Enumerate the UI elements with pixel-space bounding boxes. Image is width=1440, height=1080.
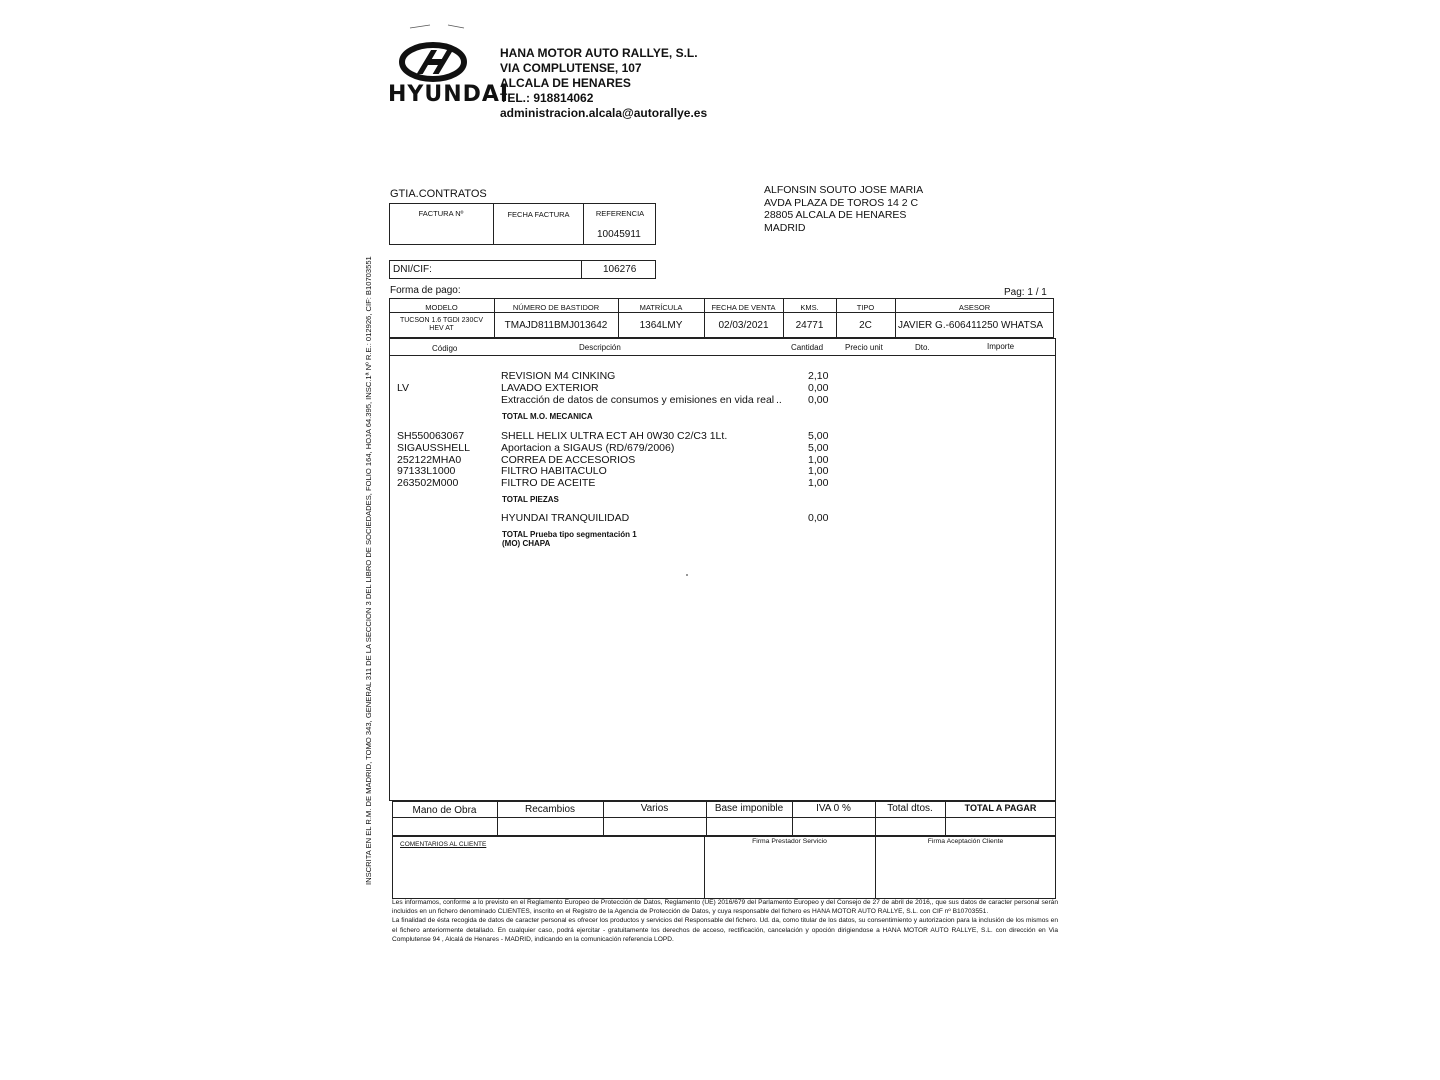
line-qty: 1,00 (808, 454, 829, 466)
col-kms: KMS. (800, 303, 819, 312)
line-code: 252122MHA0 (397, 454, 462, 466)
company-address: VIA COMPLUTENSE, 107 (500, 61, 642, 75)
col-fecha-venta: FECHA DE VENTA (711, 303, 776, 312)
col-tipo: TIPO (856, 303, 875, 312)
line-qty: 0,00 (808, 394, 829, 406)
line-desc: SHELL HELIX ULTRA ECT AH 0W30 C2/C3 1Lt. (501, 430, 728, 442)
line-code: SH550063067 (397, 430, 465, 442)
total-prueba-label: TOTAL Prueba tipo segmentación 1 (MO) CHAPA (502, 530, 637, 548)
dni-value: 106276 (603, 264, 637, 275)
line-code: SIGAUSSHELL (397, 442, 470, 454)
comentarios-label: COMENTARIOS AL CLIENTE (400, 841, 487, 848)
line-desc: CORREA DE ACCESORIOS (501, 454, 636, 466)
header-dto: Dto. (915, 343, 930, 352)
col-asesor: ASESOR (958, 303, 991, 312)
header-precio: Precio unit (845, 343, 883, 352)
header-cantidad: Cantidad (791, 343, 824, 352)
line-code: LV (397, 382, 410, 394)
vehicle-fecha-venta: 02/03/2021 (718, 320, 769, 331)
client-name: ALFONSIN SOUTO JOSE MARIA (764, 184, 924, 196)
client-province: MADRID (764, 221, 806, 234)
line-desc: REVISION M4 CINKING (501, 370, 616, 382)
line-code: 97133L1000 (397, 465, 456, 477)
line-desc: Aportacion a SIGAUS (RD/679/2006) (501, 442, 675, 454)
firma-cliente-label: Firma Aceptación Cliente (927, 838, 1004, 845)
total-iva-label: IVA 0 % (816, 803, 851, 814)
line-qty: 1,00 (808, 477, 829, 489)
hyundai-wordmark: HYUNDAI (388, 82, 510, 107)
total-mano-obra-label: Mano de Obra (412, 805, 477, 816)
total-dtos-label: Total dtos. (887, 803, 933, 814)
header-importe: Importe (987, 342, 1015, 351)
scan-speck (686, 574, 688, 576)
vehicle-tipo: 2C (859, 320, 872, 331)
total-piezas-label: TOTAL PIEZAS (502, 495, 559, 504)
referencia-label: REFERENCIA (595, 209, 645, 218)
line-desc: LAVADO EXTERIOR (501, 382, 599, 394)
client-street: AVDA PLAZA DE TOROS 14 2 C (764, 196, 919, 209)
firma-servicio-label: Firma Prestador Servicio (752, 838, 827, 845)
registry-info: INSCRITA EN EL R.M. DE MADRID, TOMO 343, GENERAL 311 DE LA SECCION 3 DEL LIBRO DE SOCIEDADES, FOLIO 164, HOJA 64.395, INSC.1ª Nº R.E.: 012926, CIF: B10703551 (364, 256, 373, 885)
legal-paragraph: Les informamos, conforme a lo previsto en el Reglamento Europeo de Protección de Datos, Reglamento (UE) 2016/679 del Parlamento Europeo y del Consejo de 27 de abril de 2016,, que sus datos de caracter personal serán incluidos en un fichero denominado CLIENTES, inscrito en el Registro de la Agencia de Protección de Datos, y cuya responsable del fichero es HANA MOTOR AUTO RALLYE, S.L. con CIF nº B10703551. (392, 899, 1058, 916)
header-codigo: Código (432, 344, 458, 353)
line-code: 263502M000 (397, 477, 459, 489)
line-qty: 2,10 (808, 370, 829, 382)
total-mo-label: TOTAL M.O. MECANICA (502, 412, 593, 421)
client-address (764, 184, 923, 234)
vehicle-matricula: 1364LMY (639, 320, 683, 331)
vehicle-bastidor: TMAJD811BMJ013642 (504, 320, 608, 331)
vehicle-asesor: JAVIER G.-606411250 WHATSA (898, 320, 1044, 331)
header-descripcion: Descripción (579, 343, 621, 352)
total-pagar-label: TOTAL A PAGAR (964, 803, 1037, 813)
col-modelo: MODELO (425, 303, 458, 312)
forma-pago-label: Forma de pago: (390, 285, 461, 296)
factura-label: FACTURA Nº (418, 209, 464, 218)
line-desc: HYUNDAI TRANQUILIDAD (501, 512, 630, 524)
vehicle-kms: 24771 (795, 320, 824, 331)
items-box (389, 338, 1056, 801)
company-info (500, 46, 707, 121)
page-number: Pag: 1 / 1 (1004, 287, 1047, 298)
company-city: ALCALA DE HENARES (500, 76, 631, 90)
total-recambios-label: Recambios (524, 804, 576, 815)
legal-notice (392, 898, 1058, 944)
total-varios-label: Varios (640, 803, 669, 814)
line-qty: 0,00 (808, 512, 829, 524)
line-desc: FILTRO HABITACULO (501, 465, 607, 477)
total-base-label: Base imponible (714, 803, 784, 814)
line-qty: 1,00 (808, 465, 829, 477)
line-qty: 5,00 (808, 430, 829, 442)
fecha-factura-label: FECHA FACTURA (507, 210, 570, 219)
line-desc: Extracción de datos de consumos y emisiones en vida real (501, 394, 775, 406)
line-qty: 0,00 (808, 382, 829, 394)
company-name: HANA MOTOR AUTO RALLYE, S.L. (500, 46, 698, 60)
line-desc: FILTRO DE ACEITE (501, 477, 596, 489)
col-bastidor: NÚMERO DE BASTIDOR (512, 303, 600, 312)
client-city: 28805 ALCALA DE HENARES (764, 209, 907, 221)
col-matricula: MATRÍCULA (639, 303, 683, 312)
line-extra: .. (776, 394, 782, 406)
referencia-value: 10045911 (597, 229, 641, 240)
company-phone: TEL.: 918814062 (500, 91, 594, 105)
company-email: administracion.alcala@autorallye.es (500, 106, 708, 120)
dni-label: DNI/CIF: (393, 264, 432, 275)
document-type: GTIA.CONTRATOS (390, 188, 487, 200)
legal-paragraph: La finalidad de ésta recogida de datos de caracter personal es ofrecer los productos y servicios del Responsable del fichero. Ud. da, como titular de los datos, su consentimiento y autorizacion para la inclusión de los mismos en el fichero anteriormente detallado. En cualquier caso, podrá ejercitar - gratuitamente los derechos de acceso, rectificación, cancelación y opoción dirigiendose a HANA MOTOR AUTO RALLYE, S.L. con dirección en Via Complutense 94 , Alcalá de Henares - MADRID, indicando en la comunicación referencia LOPD. (392, 917, 1058, 943)
line-qty: 5,00 (808, 442, 829, 454)
hyundai-logo-icon (388, 22, 490, 84)
vehicle-modelo: TUCSON 1.6 TGDI 230CV HEV AT (399, 317, 484, 332)
